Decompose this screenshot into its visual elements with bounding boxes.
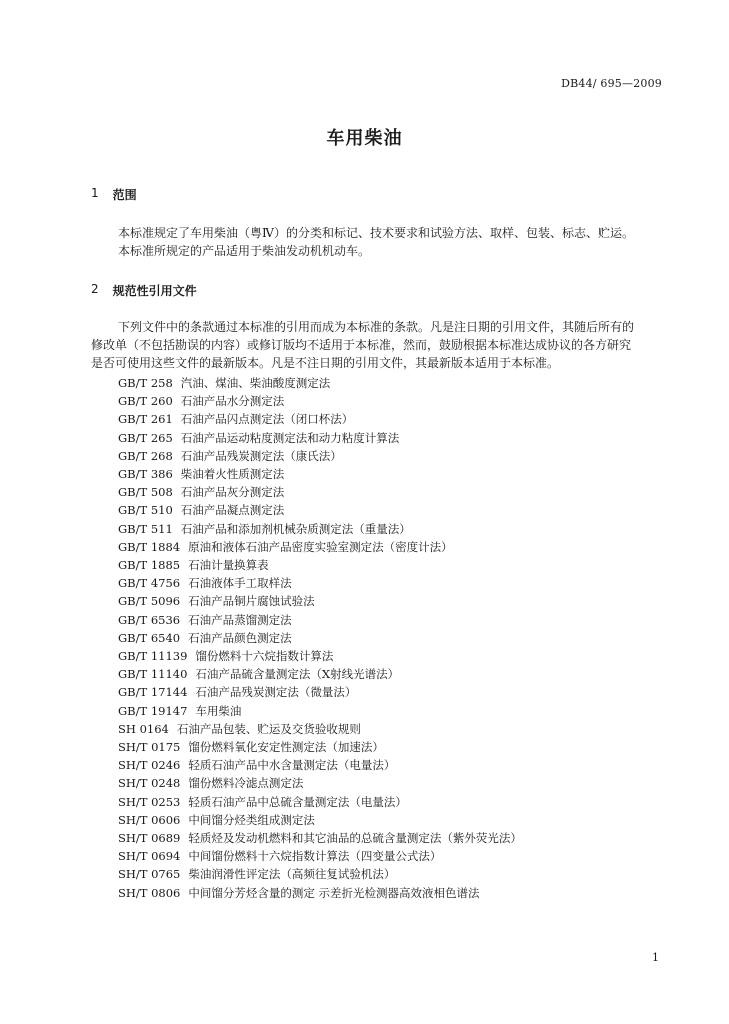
document-id: DB44/ 695—2009	[561, 77, 662, 90]
reference-code: GB/T 4756	[118, 576, 181, 591]
reference-item	[118, 829, 522, 847]
section-heading-scope	[91, 186, 137, 203]
reference-code: GB/T 1884	[118, 539, 181, 554]
reference-item	[118, 774, 522, 792]
reference-name: 石油产品和添加剂机械杂质测定法（重量法）	[180, 521, 411, 536]
reference-code: GB/T 11139	[118, 649, 188, 664]
reference-code: GB/T 386	[118, 467, 173, 482]
reference-name: 轻质石油产品中水含量测定法（电量法）	[188, 758, 396, 773]
reference-item	[118, 884, 522, 902]
reference-name: 原油和液体石油产品密度实验室测定法（密度计法）	[188, 539, 453, 554]
section-number: 2	[91, 282, 99, 296]
reference-name: 石油产品闪点测定法（闭口杯法）	[180, 412, 354, 427]
reference-item	[118, 683, 522, 701]
reference-code: SH/T 0253	[118, 794, 181, 809]
reference-code: SH/T 0248	[118, 776, 181, 791]
reference-code: GB/T 511	[118, 521, 173, 536]
reference-name: 汽油、煤油、柴油酸度测定法	[180, 376, 331, 390]
reference-name: 柴油润滑性评定法（高频往复试验机法）	[188, 867, 396, 882]
reference-name: 馏份燃料冷滤点测定法	[188, 776, 304, 791]
reference-code: GB/T 258	[118, 376, 173, 390]
reference-item	[118, 629, 522, 647]
section-title: 范围	[112, 188, 137, 202]
reference-item	[118, 447, 522, 465]
reference-name: 石油计量换算表	[188, 558, 269, 573]
reference-name: 柴油着火性质测定法	[180, 467, 285, 482]
reference-item	[118, 465, 522, 483]
reference-code: GB/T 1885	[118, 558, 181, 573]
reference-item	[118, 720, 522, 738]
reference-code: GB/T 6540	[118, 630, 181, 645]
reference-item	[118, 811, 522, 829]
reference-name: 石油产品铜片腐蚀试验法	[188, 594, 315, 609]
reference-code: GB/T 265	[118, 430, 173, 445]
reference-name: 石油产品蒸馏测定法	[188, 612, 292, 627]
reference-name: 轻质烃及发动机燃料和其它油品的总硫含量测定法（紫外荧光法）	[188, 831, 522, 846]
reference-item	[118, 865, 522, 883]
reference-code: SH/T 0175	[118, 740, 181, 755]
reference-name: 石油产品颜色测定法	[188, 630, 292, 645]
reference-code: GB/T 6536	[118, 612, 181, 627]
reference-name: 石油产品残炭测定法（康氏法）	[180, 448, 342, 463]
reference-code: GB/T 260	[118, 394, 173, 409]
reference-item	[118, 556, 522, 574]
reference-list	[118, 374, 522, 902]
reference-item	[118, 611, 522, 629]
reference-name: 石油产品灰分测定法	[180, 485, 285, 500]
reference-item	[118, 738, 522, 756]
reference-item	[118, 429, 522, 447]
reference-item	[118, 483, 522, 501]
references-paragraph-line: 下列文件中的条款通过本标准的引用而成为本标准的条款。凡是注日期的引用文件，其随后所有的	[118, 320, 635, 334]
section-heading-normative-references	[91, 282, 197, 299]
reference-item	[118, 756, 522, 774]
reference-item	[118, 647, 522, 665]
reference-item	[118, 702, 522, 720]
reference-item	[118, 520, 522, 538]
reference-code: SH/T 0806	[118, 885, 181, 900]
reference-item	[118, 410, 522, 428]
reference-code: SH/T 0606	[118, 812, 181, 827]
page-number: 1	[652, 951, 659, 964]
reference-name: 中间馏份燃料十六烷指数计算法（四变量公式法）	[188, 849, 442, 864]
reference-item	[118, 574, 522, 592]
reference-item	[118, 374, 522, 392]
reference-name: 石油产品残炭测定法（微量法）	[195, 685, 357, 700]
reference-name: 中间馏分烃类组成测定法	[188, 812, 315, 827]
reference-item	[118, 847, 522, 865]
reference-item	[118, 538, 522, 556]
references-paragraph-line: 是否可使用这些文件的最新版本。凡是不注日期的引用文件，其最新版本适用于本标准。	[91, 356, 560, 370]
reference-name: 石油产品凝点测定法	[180, 503, 285, 518]
reference-code: SH/T 0694	[118, 849, 181, 864]
scope-paragraph-line: 本标准规定了车用柴油（粤Ⅳ）的分类和标记、技术要求和试验方法、取样、包装、标志、贮运。	[118, 226, 634, 240]
scope-paragraph-line: 本标准所规定的产品适用于柴油发动机机动车。	[118, 244, 371, 258]
reference-name: 馏份燃料十六烷指数计算法	[195, 649, 334, 664]
reference-name: 轻质石油产品中总硫含量测定法（电量法）	[188, 794, 407, 809]
reference-name: 石油产品运动粘度测定法和动力粘度计算法	[180, 430, 400, 445]
reference-item	[118, 592, 522, 610]
reference-name: 车用柴油	[195, 703, 242, 718]
reference-name: 石油产品硫含量测定法（X射线光谱法）	[195, 667, 400, 682]
reference-name: 石油产品水分测定法	[180, 394, 285, 409]
reference-code: GB/T 510	[118, 503, 173, 518]
reference-item	[118, 793, 522, 811]
reference-code: GB/T 17144	[118, 685, 188, 700]
reference-code: GB/T 5096	[118, 594, 181, 609]
reference-code: SH 0164	[118, 721, 169, 736]
reference-code: GB/T 508	[118, 485, 173, 500]
reference-item	[118, 501, 522, 519]
section-number: 1	[91, 186, 99, 200]
section-title: 规范性引用文件	[112, 284, 197, 298]
reference-name: 馏份燃料氧化安定性测定法（加速法）	[188, 740, 384, 755]
reference-code: GB/T 11140	[118, 667, 188, 682]
reference-code: GB/T 268	[118, 448, 173, 463]
reference-code: GB/T 261	[118, 412, 173, 427]
reference-name: 石油产品包装、贮运及交货验收规则	[176, 721, 361, 736]
reference-code: SH/T 0765	[118, 867, 181, 882]
document-title: 车用柴油	[326, 128, 403, 149]
reference-name: 石油液体手工取样法	[188, 576, 292, 591]
references-paragraph-line: 修改单（不包括勘误的内容）或修订版均不适用于本标准，然而，鼓励根据本标准达成协议的各方研究	[91, 338, 632, 352]
reference-code: SH/T 0689	[118, 831, 181, 846]
reference-item	[118, 665, 522, 683]
reference-item	[118, 392, 522, 410]
reference-code: GB/T 19147	[118, 703, 188, 718]
reference-name: 中间馏分芳烃含量的测定 示差折光检测器高效液相色谱法	[188, 885, 480, 900]
reference-code: SH/T 0246	[118, 758, 181, 773]
